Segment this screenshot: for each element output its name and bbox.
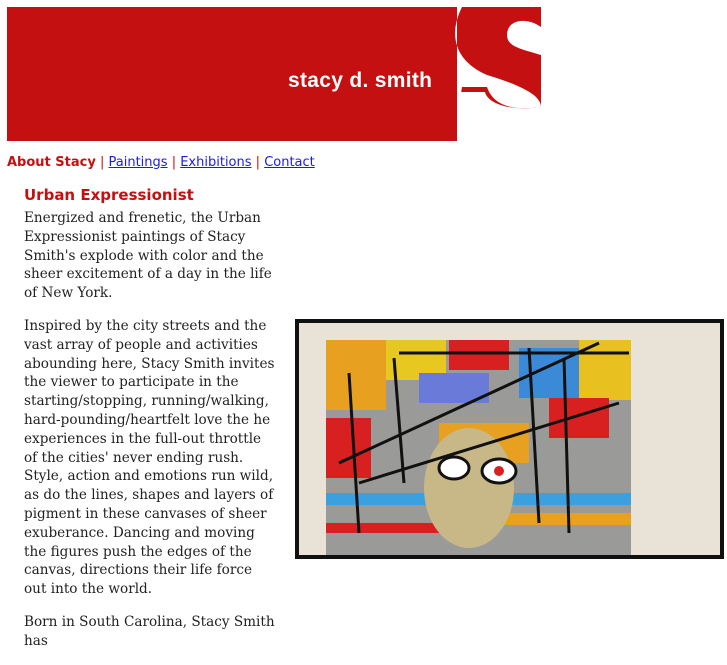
nav-separator: | <box>99 155 105 170</box>
nav-paintings[interactable]: Paintings <box>108 155 168 170</box>
nav-exhibitions[interactable]: Exhibitions <box>180 155 252 170</box>
logo-graphic <box>7 7 541 141</box>
nav-separator: | <box>171 155 177 170</box>
page-title: Urban Expressionist <box>24 186 194 204</box>
painting-artwork <box>299 323 720 555</box>
header-banner <box>7 7 541 141</box>
paragraph: Energized and frenetic, the Urban Expressionist paintings of Stacy Smith's explode with color and the sheer excitement of a day in the life of New York. <box>24 210 272 302</box>
main-nav <box>7 155 315 170</box>
paragraph: Born in South Carolina, Stacy Smith has <box>24 613 275 649</box>
nav-about-stacy[interactable]: About Stacy <box>7 155 96 170</box>
site-title: stacy d. smith <box>288 69 433 92</box>
bio-text <box>24 209 276 665</box>
paragraph: Inspired by the city streets and the vast array of people and activities abounding here, Stacy Smith invites the viewer to participate in the starting/stopping, running/walking, hard-pounding/heartfelt love the he experiences in the full-out throttle of the cities' never ending rush. Style, action and emotions run wild, as do the lines, shapes and layers of pigment in these canvases of sheer exuberance. Dancing and moving the figures push the edges of the canvas, directions their life force out into the world. <box>24 317 275 598</box>
nav-separator: | <box>255 155 261 170</box>
nav-contact[interactable]: Contact <box>264 155 315 170</box>
painting-image <box>295 319 724 559</box>
